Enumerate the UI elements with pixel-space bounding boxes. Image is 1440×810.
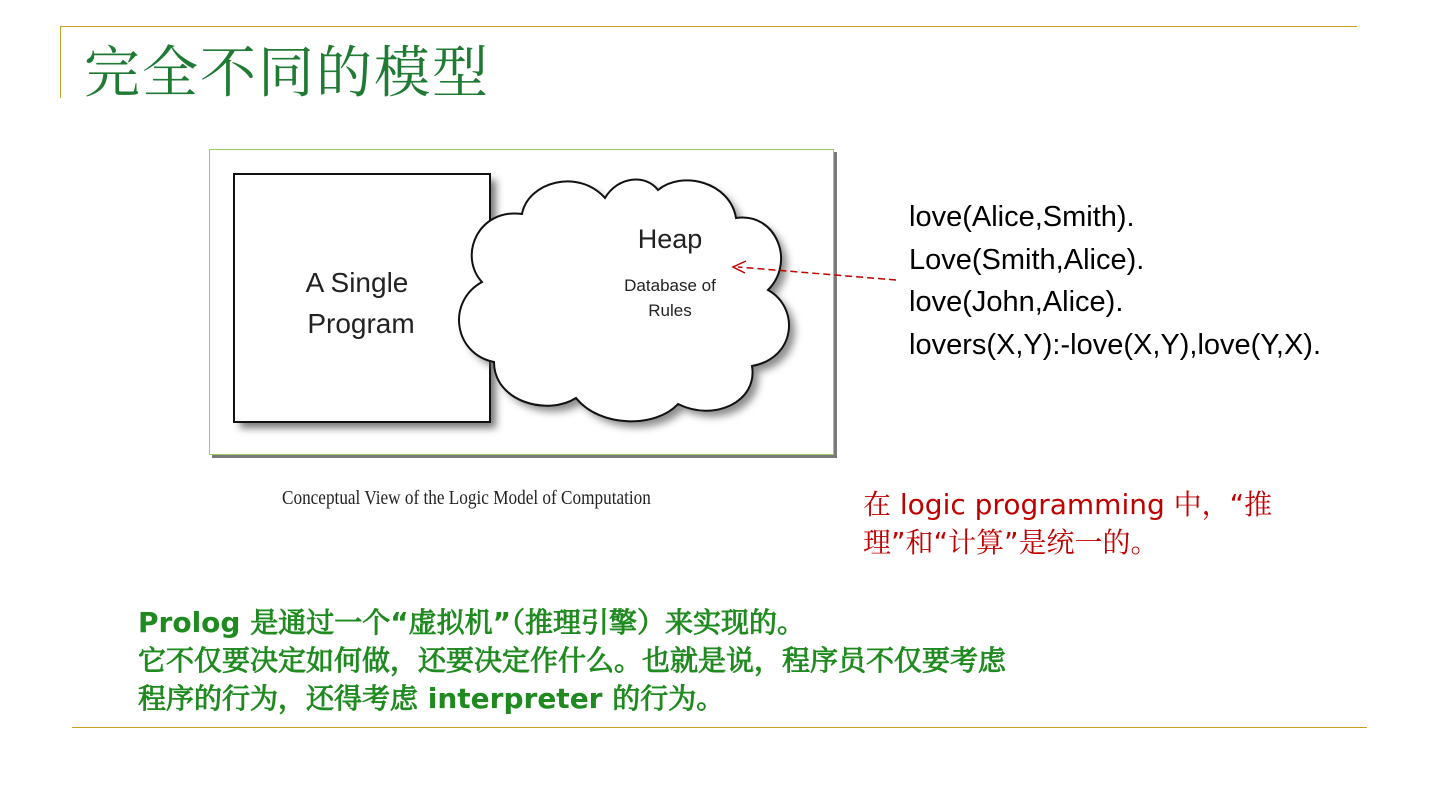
program-box-label-1: A Single [305, 267, 409, 298]
note-line: 理”和“计算”是统一的。 [863, 526, 1159, 559]
prolog-code [909, 196, 1321, 366]
body-line: Prolog 是通过一个“虚拟机”（推理引擎）来实现的。 [138, 606, 805, 639]
figure-diagram [210, 150, 833, 454]
program-box [234, 174, 490, 422]
top-rule [60, 26, 1357, 27]
figure-caption: Conceptual View of the Logic Model of Computation [282, 487, 651, 509]
left-rule [60, 26, 61, 98]
cloud-sub-1: Database of [624, 276, 716, 295]
code-line: Love(Smith,Alice). [909, 243, 1145, 276]
code-line: love(Alice,Smith). [909, 201, 1135, 233]
note-line: 在 logic programming 中，“推 [863, 488, 1273, 521]
body-line: 它不仅要决定如何做，还要决定作什么。也就是说，程序员不仅要考虑 [138, 644, 1007, 677]
body-paragraph [138, 604, 1006, 718]
cloud-sub-2: Rules [648, 301, 692, 320]
code-line: love(John,Alice). [909, 286, 1124, 318]
bottom-rule [72, 727, 1367, 728]
code-line: lovers(X,Y):-love(X,Y),love(Y,X). [909, 328, 1322, 361]
logic-model-figure [209, 149, 834, 455]
red-note [863, 486, 1343, 562]
cloud-title: Heap [637, 224, 703, 254]
body-line: 程序的行为，还得考虑 interpreter 的行为。 [138, 682, 725, 715]
slide-title: 完全不同的模型 [84, 41, 490, 106]
program-box-label-2: Program [307, 308, 415, 339]
